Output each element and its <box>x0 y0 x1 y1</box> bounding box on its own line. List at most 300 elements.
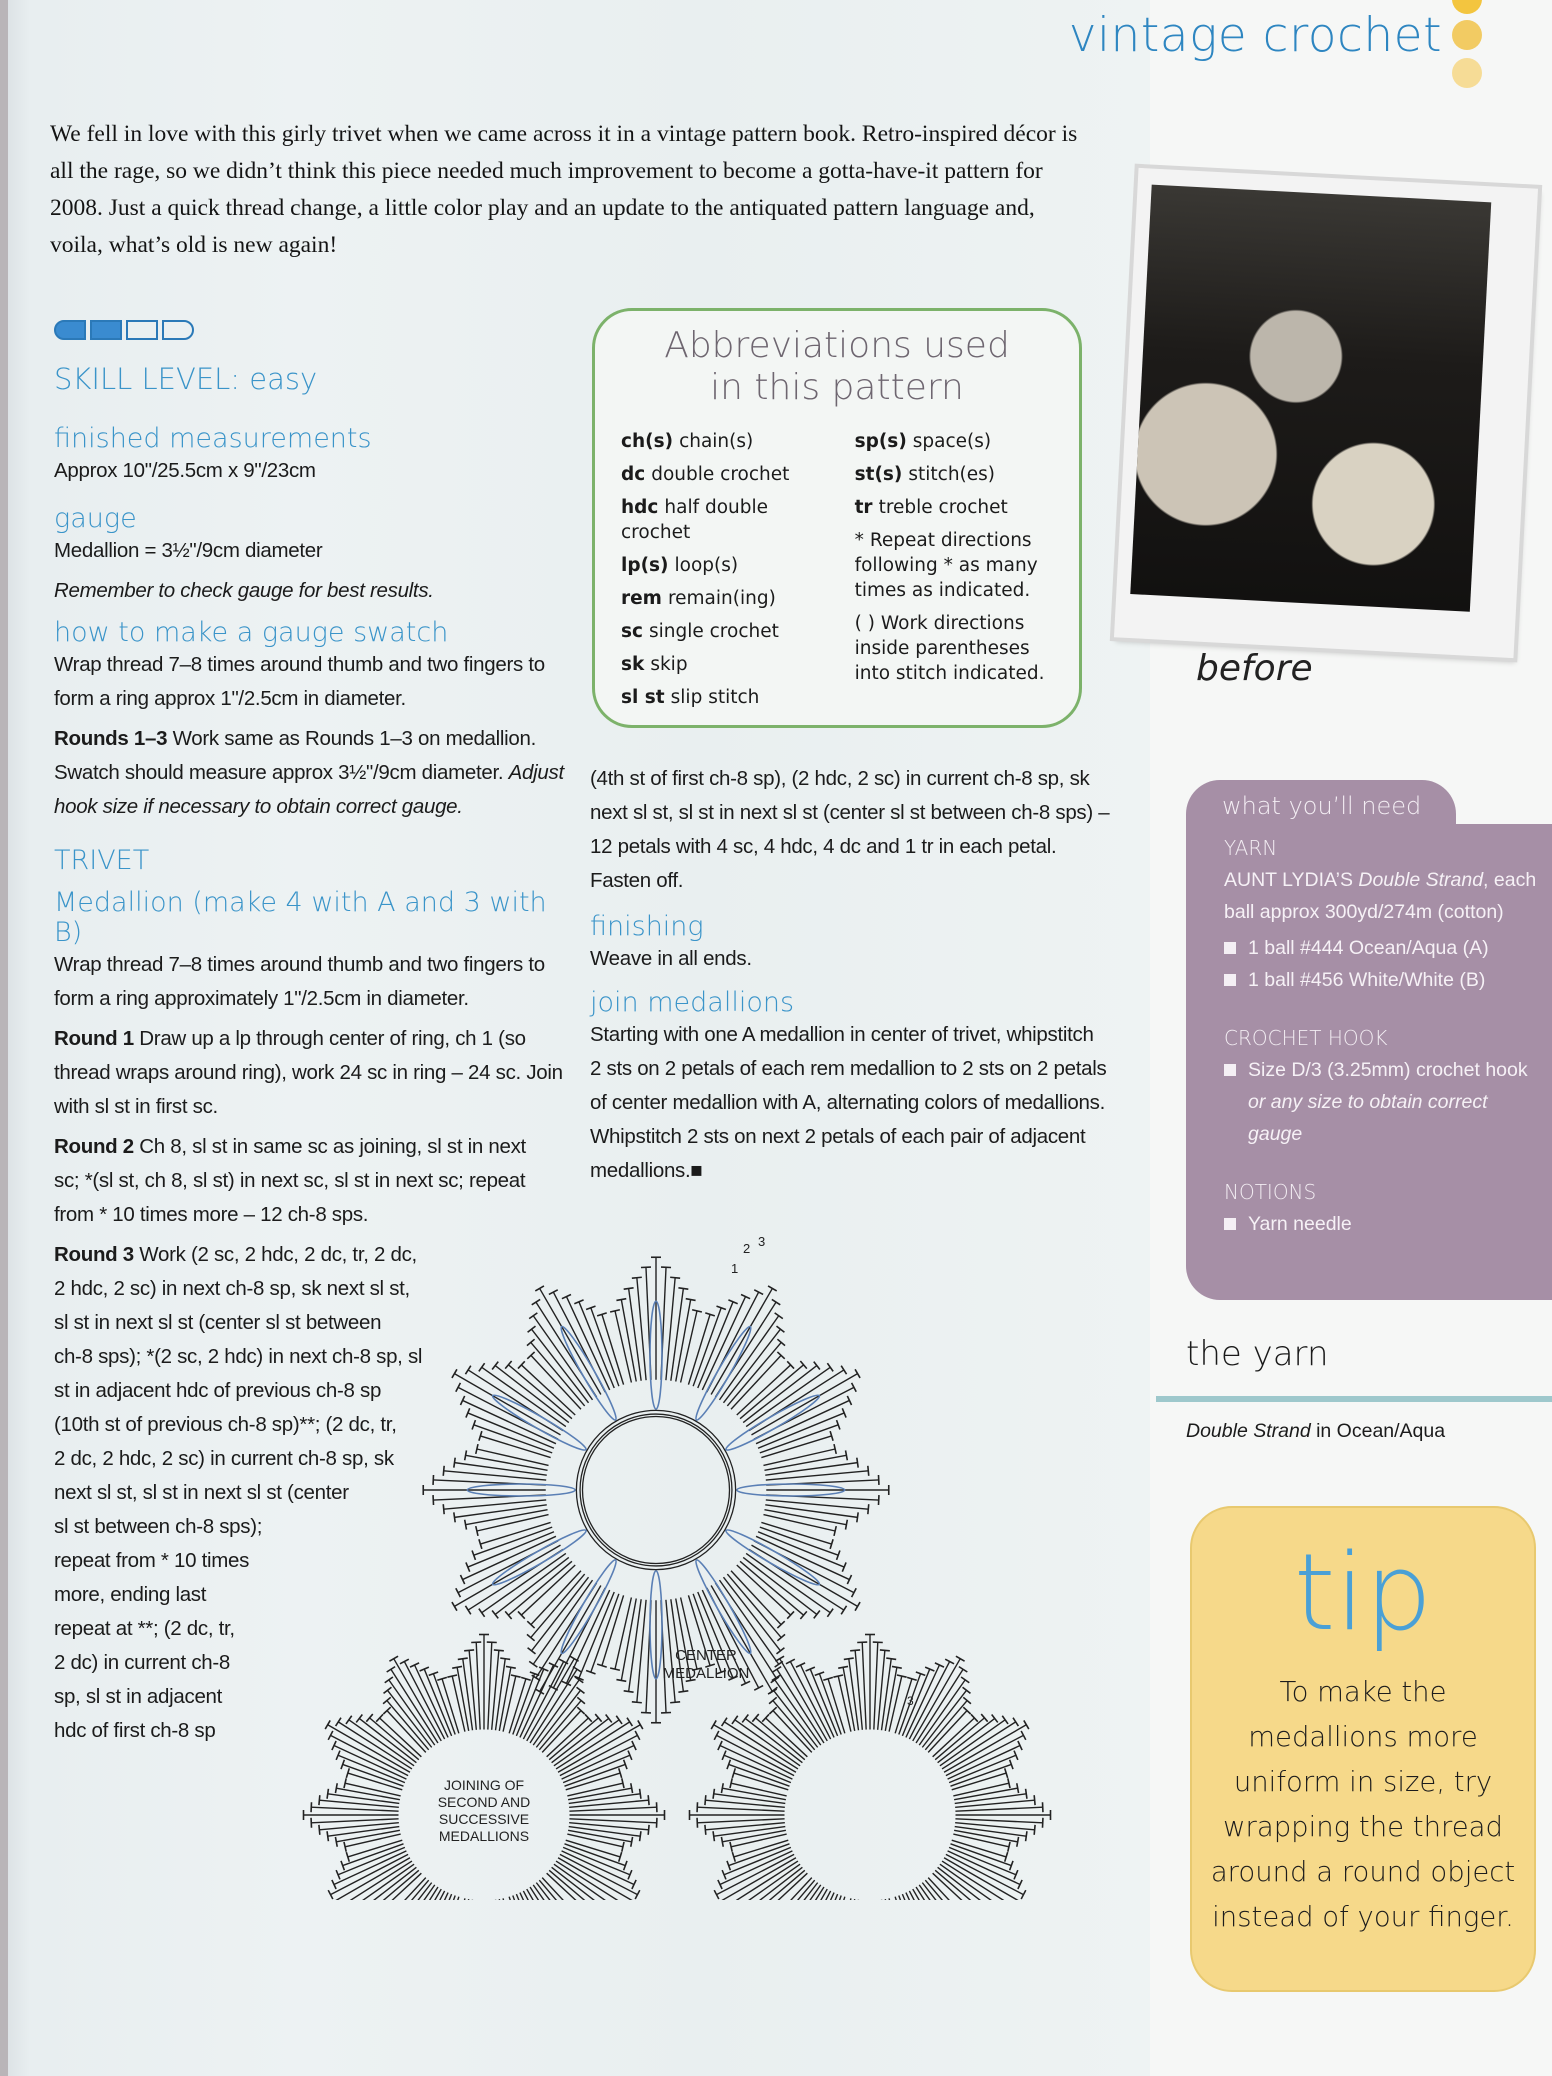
stitch-mark <box>953 1834 1009 1847</box>
stitch-mark <box>678 1691 688 1692</box>
stitch-mark <box>833 1675 843 1677</box>
stitch-mark <box>631 1837 633 1847</box>
stitch-mark <box>730 1778 732 1788</box>
round-mark: 2 <box>743 1241 751 1256</box>
round-1 <box>54 1022 574 1124</box>
stitch-mark <box>766 1500 868 1509</box>
stitch-mark <box>697 1819 784 1823</box>
stitch-mark <box>942 1861 1016 1900</box>
stitch-mark <box>492 1610 498 1618</box>
notions-heading: NOTIONS <box>1224 1180 1317 1204</box>
round-3-line: st in adjacent hdc of previous ch-8 sp <box>54 1379 382 1402</box>
stitch-mark <box>640 1789 641 1799</box>
stitch-mark <box>345 1783 401 1796</box>
stitch-mark <box>632 1277 642 1278</box>
hook-text: Size D/3 (3.25mm) crochet hook <box>1248 1059 1528 1081</box>
decor-dot-icon <box>1452 58 1482 88</box>
stitch-mark <box>731 1834 787 1847</box>
round-mark: 1 <box>731 1261 739 1276</box>
foundation-ring <box>580 1414 732 1566</box>
stitch-mark <box>452 1369 457 1378</box>
stitch-mark <box>528 1648 536 1654</box>
stitch-mark <box>1021 1890 1026 1899</box>
stitch-mark <box>760 1425 838 1453</box>
what-you-need-content <box>1224 832 1544 1240</box>
stitch-mark <box>857 1512 858 1522</box>
stitch-mark <box>610 1310 620 1312</box>
stitch-mark <box>328 1890 333 1899</box>
round-3-line: hdc of first ch-8 sp <box>54 1719 216 1742</box>
stitch-mark <box>465 1520 467 1530</box>
tip-title: tip <box>1293 1531 1433 1654</box>
intro-paragraph: We fell in love with this girly trivet when we came across it in a vintage pattern book. Retro-inspired décor is all the rage, so we didn’t think this piece needed much improvement to become a gotta-have-it pattern for 2008. Just a quick thread change, a little color play and an update to the antiquated pattern language and, voila, what’s old is new again! <box>50 121 1078 258</box>
stitch-mark <box>346 1716 352 1724</box>
abbreviation-key: lp(s) <box>621 555 669 576</box>
stitch-mark <box>814 1362 820 1370</box>
yarn-item-text: 1 ball #444 Ocean/Aqua (A) <box>1248 937 1489 959</box>
abbreviation-item <box>855 462 1059 487</box>
stitch-mark <box>477 1449 549 1465</box>
abbreviation-item <box>621 619 855 644</box>
stitch-mark <box>1034 1795 1035 1805</box>
page-binding <box>0 0 8 2076</box>
stitch-mark <box>945 1659 954 1664</box>
stitch-mark <box>819 1674 841 1735</box>
abbreviation-key: sc <box>621 621 643 642</box>
end-mark-icon: ■ <box>690 1159 703 1182</box>
gauge-heading: gauge <box>54 503 137 534</box>
stitch-mark <box>814 1610 820 1618</box>
stitch-mark <box>693 1308 721 1386</box>
abbreviation-item <box>621 685 855 710</box>
stitch-mark <box>565 1764 626 1786</box>
abbreviations-left-column <box>621 429 855 718</box>
stitch-mark <box>447 1675 457 1677</box>
stitch-mark <box>477 1515 549 1531</box>
swatch-rounds <box>54 722 574 824</box>
abbreviation-value: half double crochet <box>621 497 769 543</box>
stitch-mark <box>874 1642 878 1729</box>
stitch-mark <box>951 1764 1012 1786</box>
bullet-square-icon <box>1224 1218 1236 1230</box>
yarn-desc: , each ball approx 300yd/274m (cotton) <box>1224 869 1537 923</box>
abbreviation-value: skip <box>650 654 688 675</box>
stitch-mark <box>499 1899 511 1900</box>
stitch-mark <box>1008 1778 1010 1788</box>
stitch-mark <box>511 1675 521 1677</box>
stitch-mark <box>622 1778 624 1788</box>
stitch-mark <box>444 1500 546 1509</box>
round-3-line: repeat at **; (2 dc, tr, <box>54 1617 235 1640</box>
stitch-mark <box>766 1471 868 1480</box>
stitch-mark <box>359 1867 416 1900</box>
stitch-mark <box>666 1600 675 1702</box>
stitch-mark <box>732 1716 738 1724</box>
stitch-mark <box>631 1783 633 1793</box>
abbreviation-item <box>621 586 855 611</box>
stitch-mark <box>1034 1825 1035 1835</box>
round-3-continued: (4th st of first ch-8 sp), (2 hdc, 2 sc) in current ch-8 sp, sk next sl st, sl st in next sl st (center sl st between ch-8 sps) – 12 petals with 4 sc, 4 hdc, 4 dc and 1 tr in each petal. Fasten off. <box>590 767 1110 892</box>
stitch-mark <box>852 1588 857 1597</box>
stitch-mark <box>886 1658 896 1659</box>
stitch-mark <box>454 1458 455 1468</box>
stitch-mark <box>1002 1716 1008 1724</box>
yarn-item-text: 1 ball #456 White/White (B) <box>1248 969 1486 991</box>
round-3-line: ch-8 sps); *(2 sc, 2 hdc) in next ch-8 sp, sl <box>54 1345 423 1368</box>
stitch-mark <box>452 1676 465 1732</box>
stitch-mark <box>956 1656 965 1661</box>
stitch-mark <box>838 1676 851 1732</box>
abbreviation-item <box>621 652 855 677</box>
join-label-line: SUCCESSIVE <box>438 1811 530 1827</box>
stitch-mark <box>763 1515 835 1531</box>
round-2-text: Ch 8, sl st in same sc as joining, sl st in next sc; *(sl st, ch 8, sl st) in next sc, sl st in next sc; repeat from * 10 times more – 12 ch-8 sps. <box>54 1135 526 1226</box>
petal-mark: 3 <box>907 1694 914 1708</box>
stitch-mark <box>529 1313 537 1319</box>
round-mark: 3 <box>758 1234 766 1249</box>
abbreviations-title-line: Abbreviations used <box>664 325 1010 366</box>
stitch-mark <box>476 1526 478 1536</box>
round-3-line: next sl st, sl st in next sl st (center <box>54 1481 349 1504</box>
stitch-mark <box>500 1658 510 1659</box>
stitch-mark <box>637 1278 646 1380</box>
stitch-mark <box>1017 1783 1019 1793</box>
finished-measurements-heading: finished measurements <box>54 423 372 454</box>
stitch-mark <box>754 1686 763 1691</box>
hook-note: or any size to obtain correct gauge <box>1248 1091 1488 1145</box>
stitch-mark <box>492 1362 498 1370</box>
skill-segment-filled <box>54 320 86 340</box>
stitch-mark <box>343 1844 404 1866</box>
skill-level-heading: SKILL LEVEL: easy <box>54 362 318 396</box>
abbreviation-value: loop(s) <box>674 555 739 576</box>
stitch-mark <box>452 1666 462 1668</box>
abbreviation-value: stitch(es) <box>908 464 996 485</box>
abbreviation-value: Repeat directions following * as many times as indicated. <box>854 530 1038 601</box>
stitch-mark <box>724 1861 798 1900</box>
abbreviation-value: double crochet <box>651 464 790 485</box>
crochet-diagram <box>270 1200 1140 1900</box>
stitch-mark <box>868 1466 869 1476</box>
round-3-line: 2 hdc, 2 sc) in next ch-8 sp, sk next sl st, <box>54 1277 410 1300</box>
trivet-heading: TRIVET <box>54 845 150 876</box>
tip-box <box>1190 1506 1536 1992</box>
stitch-mark <box>637 1600 646 1702</box>
bullet-square-icon <box>1224 974 1236 986</box>
stitch-mark <box>632 1702 642 1703</box>
stitch-mark <box>327 1789 328 1799</box>
bullet-square-icon <box>1224 1064 1236 1076</box>
stitch-mark <box>356 1715 362 1723</box>
stitch-mark <box>885 1899 897 1900</box>
round-3-line: 2 dc) in current ch-8 <box>54 1651 230 1674</box>
stitch-mark <box>1024 1720 1029 1729</box>
yarn-item <box>1224 964 1544 996</box>
join-label-line: JOINING OF <box>443 1777 525 1793</box>
stitch-mark <box>336 1718 341 1726</box>
stitch-mark <box>742 1715 748 1723</box>
stitch-mark <box>776 1648 784 1654</box>
abbreviation-value: space(s) <box>912 431 992 452</box>
abbreviation-item <box>621 462 855 487</box>
stitch-mark <box>335 1783 337 1793</box>
center-label-line: MEDALLION <box>662 1665 750 1682</box>
stitch-mark <box>344 1778 346 1788</box>
yarn-brand: AUNT LYDIA’S <box>1224 869 1359 891</box>
stitch-mark <box>567 1834 623 1847</box>
skill-segment-filled <box>90 320 122 340</box>
hook-heading: CROCHET HOOK <box>1224 1026 1388 1050</box>
skill-level-meter-icon <box>54 320 194 340</box>
yarn-divider <box>1156 1396 1552 1402</box>
notions-item-text: Yarn needle <box>1248 1213 1352 1235</box>
stitch-mark <box>529 1661 537 1667</box>
abbreviations-right-column <box>855 429 1059 718</box>
abbreviation-key: ch(s) <box>621 431 674 452</box>
stitch-mark <box>327 1831 328 1841</box>
stitch-mark <box>844 1658 854 1659</box>
abbreviation-item <box>855 528 1059 603</box>
stitch-mark <box>775 1656 784 1661</box>
stitch-mark <box>343 1764 404 1786</box>
abbreviation-value: slip stitch <box>670 687 760 708</box>
stitch-mark <box>730 1842 732 1852</box>
stitch-mark <box>513 1674 535 1735</box>
stitch-mark <box>857 1458 858 1468</box>
stitch-mark <box>535 1286 544 1291</box>
stitch-mark <box>681 1311 697 1383</box>
stitch-mark <box>616 1716 622 1724</box>
abbreviation-value: treble crochet <box>878 497 1008 518</box>
stitch-mark <box>834 1526 836 1536</box>
stitch-mark <box>938 1867 995 1900</box>
skill-segment-empty <box>126 320 158 340</box>
stitch-mark <box>474 1527 552 1555</box>
stitch-mark <box>834 1444 836 1454</box>
stitch-mark <box>729 1844 790 1866</box>
stitch-mark <box>776 1326 784 1332</box>
abbreviation-key: dc <box>621 464 646 485</box>
stitch-mark <box>527 1889 575 1900</box>
stitch-mark <box>476 1642 480 1729</box>
yarn-name: Double Strand <box>1358 869 1484 891</box>
stitch-mark <box>772 1299 780 1304</box>
abbreviation-item <box>621 495 791 545</box>
stitch-mark <box>627 1718 632 1726</box>
stitch-mark <box>775 1313 783 1319</box>
middle-column <box>590 762 1110 1188</box>
stitch-mark <box>384 1687 392 1693</box>
gauge-note: Remember to check gauge for best results. <box>54 579 434 602</box>
stitch-mark <box>648 1825 649 1835</box>
bullet-square-icon <box>1224 942 1236 954</box>
stitch-mark <box>635 1890 640 1899</box>
stitch-mark <box>465 1366 470 1374</box>
stitch-mark <box>862 1642 866 1729</box>
stitch-mark <box>344 1842 346 1852</box>
stitch-mark <box>528 1326 536 1332</box>
center-label-line: CENTER <box>675 1647 737 1664</box>
stitch-mark <box>640 1831 641 1841</box>
stitch-mark <box>494 1650 504 1651</box>
round-3-line: (10th st of previous ch-8 sp)**; (2 dc, tr, <box>54 1413 397 1436</box>
gauge-text: Medallion = 3½"/9cm diameter <box>54 539 323 562</box>
abbreviation-item <box>855 611 1059 686</box>
stitch-mark <box>456 1588 461 1597</box>
stitch-mark <box>713 1831 714 1841</box>
stitch-mark <box>705 1825 706 1835</box>
abbreviation-key: ( ) <box>854 613 875 634</box>
stitch-mark <box>838 1666 848 1668</box>
stitch-mark <box>1026 1831 1027 1841</box>
hook-item <box>1224 1054 1544 1150</box>
stitch-mark <box>850 1650 860 1651</box>
stitch-mark <box>745 1867 802 1900</box>
stitch-mark <box>768 1286 777 1291</box>
abbreviation-value: Work directions inside parentheses into stitch indicated. <box>854 613 1045 684</box>
abbreviation-item <box>855 429 1059 454</box>
rounds-text: Work same as Rounds 1–3 on medallion. Swatch should measure approx 3½"/9cm diameter. <box>54 727 537 784</box>
stitch-mark <box>488 1642 492 1729</box>
stitch-mark <box>686 1299 696 1301</box>
abbreviation-item <box>621 429 855 454</box>
stitch-mark <box>843 1899 855 1900</box>
stitch-mark <box>319 1825 320 1835</box>
stitch-mark <box>841 1366 846 1374</box>
abbreviation-item <box>855 495 1059 520</box>
stitch-mark <box>897 1675 907 1677</box>
stitch-mark <box>827 1609 833 1617</box>
stitch-mark <box>705 1795 706 1805</box>
yarn-heading: YARN <box>1224 836 1278 860</box>
what-you-need-title: what you’ll need <box>1222 792 1422 820</box>
stitch-mark <box>763 1449 835 1465</box>
stitch-mark <box>456 1383 461 1392</box>
stitch-mark <box>855 1602 860 1611</box>
stitch-mark <box>616 1680 626 1682</box>
stitch-mark <box>638 1720 643 1729</box>
stitch-mark <box>852 1383 857 1392</box>
stitch-mark <box>963 1687 971 1693</box>
hook-item-text <box>1248 1054 1544 1150</box>
stitch-mark <box>552 1867 609 1900</box>
stitch-mark <box>731 1783 787 1796</box>
stitch-mark <box>549 1290 558 1295</box>
stitch-mark <box>615 1597 631 1669</box>
stitch-mark <box>615 1311 631 1383</box>
abbreviation-key: rem <box>621 588 662 609</box>
decor-dot-icon <box>1452 20 1482 50</box>
stitch-mark <box>1008 1842 1010 1852</box>
finishing-heading: finishing <box>590 911 704 942</box>
round-3-line: Work (2 sc, 2 hdc, 2 dc, tr, 2 dc, <box>133 1243 417 1266</box>
stitch-mark <box>666 1278 675 1380</box>
stitch-mark <box>773 1667 781 1672</box>
stitch-mark <box>670 1277 680 1278</box>
stitch-mark <box>610 1668 620 1670</box>
round-3-line: sl st between ch-8 sps); <box>54 1515 263 1538</box>
stitch-mark <box>433 1674 455 1735</box>
swatch-heading: how to make a gauge swatch <box>54 617 449 648</box>
stitch-mark <box>846 1520 848 1530</box>
abbreviation-key: sl st <box>621 687 665 708</box>
stitch-mark <box>503 1676 516 1732</box>
stitch-mark <box>616 1299 626 1301</box>
stitch-mark <box>311 1807 398 1811</box>
foundation-ring <box>583 1417 730 1564</box>
abbreviation-key: sk <box>621 654 645 675</box>
stitch-mark <box>959 1667 967 1672</box>
before-photo-frame <box>1114 168 1538 658</box>
stitch-mark <box>532 1299 540 1304</box>
rounds-label: Rounds 1–3 <box>54 727 168 750</box>
stitch-mark <box>729 1764 790 1786</box>
medallion-group <box>304 1257 1051 1900</box>
join-label-line: SECOND AND <box>437 1794 531 1810</box>
stitch-mark <box>452 1602 457 1611</box>
stitch-mark <box>624 1691 634 1692</box>
stitch-mark <box>394 1889 442 1900</box>
skill-segment-empty <box>162 320 194 340</box>
join-label-line: MEDALLIONS <box>438 1828 530 1844</box>
stitch-mark <box>479 1609 485 1617</box>
abbreviations-list <box>621 429 1059 718</box>
stitch-mark <box>992 1715 998 1723</box>
join-heading: join medallions <box>590 987 795 1018</box>
stitch-mark <box>465 1450 467 1460</box>
stitch-mark <box>1017 1837 1019 1847</box>
stitch-mark <box>457 1899 469 1900</box>
stitch-mark <box>319 1795 320 1805</box>
stitch-mark <box>569 1807 656 1811</box>
trivet-intro: Wrap thread 7–8 times around thumb and two fingers to form a ring approximately 1"/2.5cm in diameter. <box>54 953 545 1010</box>
stitch-mark <box>1013 1718 1018 1726</box>
before-photo <box>1130 185 1491 612</box>
finishing-text: Weave in all ends. <box>590 947 752 970</box>
abbreviations-title-line: in this pattern <box>710 367 964 408</box>
stitch-mark <box>567 1783 623 1796</box>
abbreviation-value: single crochet <box>648 621 779 642</box>
stitch-mark <box>311 1819 398 1823</box>
stitch-mark <box>1026 1789 1027 1799</box>
abbreviation-key: hdc <box>621 497 659 518</box>
stitch-mark <box>722 1718 727 1726</box>
stitch-mark <box>786 1659 795 1664</box>
stitch-mark <box>892 1666 902 1668</box>
stitch-mark <box>721 1783 723 1793</box>
stitch-mark <box>714 1731 719 1740</box>
round-1-label: Round 1 <box>54 1027 134 1050</box>
stitch-mark <box>591 1594 619 1672</box>
round-1-text: Draw up a lp through center of ring, ch 1 (so thread wraps around ring), work 24 sc in ring – 24 sc. Join with sl st in first sc. <box>54 1027 563 1118</box>
stitch-mark <box>345 1834 401 1847</box>
stitch-mark <box>760 1527 838 1555</box>
abbreviation-key: * <box>854 530 864 551</box>
stitch-mark <box>565 1844 626 1866</box>
abbreviation-key: tr <box>854 497 873 518</box>
photo-caption: before <box>1196 648 1313 689</box>
stitch-mark <box>385 1677 393 1683</box>
stitch-mark <box>577 1687 585 1693</box>
abbreviations-title <box>595 325 1079 409</box>
stitch-mark <box>476 1444 478 1454</box>
stitch-mark <box>697 1807 784 1811</box>
join-text-body: Starting with one A medallion in center of trivet, whipstitch 2 sts on 2 petals of each rem medallion to 2 sts on 2 petals of center medallion with A, alternating colors of medallions. Whipstitch 2 sts on next 2 petals of each pair of adjacent medallions. <box>590 1023 1107 1182</box>
stitch-mark <box>389 1656 398 1661</box>
stitch-mark <box>913 1889 961 1900</box>
what-you-need-panel <box>1186 780 1552 1300</box>
stitch-mark <box>846 1450 848 1460</box>
